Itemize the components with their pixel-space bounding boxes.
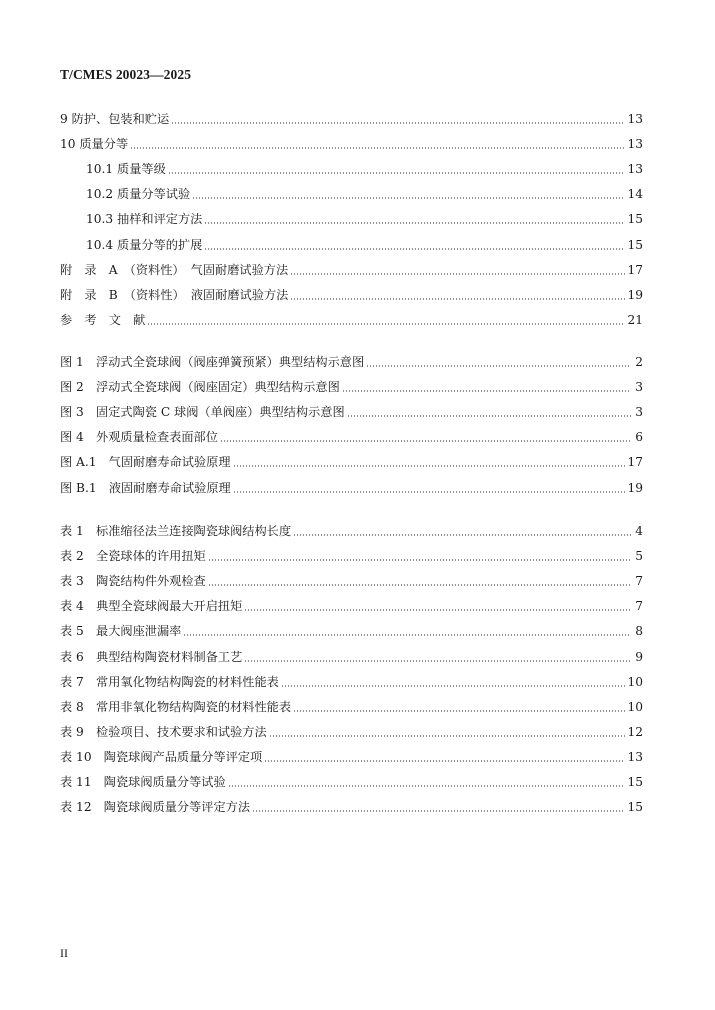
toc-entry-page-number: 9 <box>635 649 643 664</box>
toc-entry-page-number: 15 <box>627 800 643 815</box>
toc-entry-label: 9 防护、包装和贮运 <box>60 112 170 126</box>
dot-leader <box>233 465 626 467</box>
toc-entry-page-number: 3 <box>635 380 643 395</box>
dot-leader <box>290 298 625 300</box>
dot-leader <box>192 197 625 199</box>
toc-figure-entry[interactable] <box>60 403 643 421</box>
toc-table-entry[interactable] <box>60 673 643 691</box>
dot-leader <box>290 273 625 275</box>
toc-entry-label: 10 质量分等 <box>60 137 129 152</box>
toc-table-entry[interactable] <box>60 698 643 716</box>
toc-section-entry[interactable] <box>60 110 643 128</box>
toc-entry-page-number: 17 <box>627 455 643 470</box>
dot-leader <box>208 584 631 586</box>
toc-entry-label: 表 9 检验项目、技术要求和试验方法 <box>60 724 267 739</box>
toc-section-entry[interactable] <box>86 185 643 203</box>
toc-table-entry[interactable] <box>60 547 643 565</box>
toc-entry-label: 表 7 常用氧化物结构陶瓷的材料性能表 <box>60 674 279 689</box>
toc-section-entry[interactable] <box>86 210 643 228</box>
toc-entry-label: 表 1 标准缩径法兰连接陶瓷球阀结构长度 <box>60 524 292 538</box>
toc-section-entry[interactable] <box>86 236 643 254</box>
toc-section-entry[interactable] <box>60 261 643 279</box>
dot-leader <box>244 609 631 611</box>
dot-leader <box>366 365 631 367</box>
toc-entry-label: 图 A.1 气固耐磨寿命试验原理 <box>60 455 231 470</box>
toc-entry-label: 表 10 陶瓷球阀产品质量分等评定项 <box>60 749 263 764</box>
toc-section-entry[interactable] <box>60 286 643 304</box>
toc-entry-label: 图 1 浮动式全瓷球阀（阀座弹簧预紧）典型结构示意图 <box>60 355 365 369</box>
toc-entry-label: 表 2 全瓷球体的许用扭矩 <box>60 549 206 564</box>
toc-entry-label: 图 4 外观质量检查表面部位 <box>60 430 218 445</box>
dot-leader <box>183 634 631 636</box>
dot-leader <box>204 222 625 224</box>
dot-leader <box>233 491 626 493</box>
toc-entry-label: 10.3 抽样和评定方法 <box>86 212 203 227</box>
toc-entry-label: 附 录 B （资料性） 液固耐磨试验方法 <box>60 287 289 302</box>
toc-entry-label: 表 5 最大阀座泄漏率 <box>60 624 182 639</box>
toc-entry-page-number: 12 <box>627 724 643 739</box>
dot-leader <box>244 660 631 662</box>
toc-entry-page-number: 13 <box>627 162 643 177</box>
toc-entry-label: 表 4 典型全瓷球阀最大开启扭矩 <box>60 599 243 614</box>
dot-leader <box>147 323 625 325</box>
dot-leader <box>171 122 625 124</box>
dot-leader <box>269 735 626 737</box>
toc-entry-label: 表 3 陶瓷结构件外观检查 <box>60 574 206 589</box>
toc-entry-label: 10.2 质量分等试验 <box>86 187 191 202</box>
toc-entry-label: 图 B.1 液固耐磨寿命试验原理 <box>60 480 231 495</box>
toc-section-entry[interactable] <box>60 311 643 329</box>
dot-leader <box>130 147 625 149</box>
toc-figure-entry[interactable] <box>60 453 643 471</box>
toc-entry-page-number: 10 <box>627 674 643 689</box>
toc-table-entry[interactable] <box>60 723 643 741</box>
toc-entry-page-number: 6 <box>635 430 643 445</box>
toc-table-entry[interactable] <box>60 648 643 666</box>
dot-leader <box>208 559 631 561</box>
toc-entry-page-number: 17 <box>627 262 643 277</box>
toc-table-entry[interactable] <box>60 597 643 615</box>
dot-leader <box>264 760 625 762</box>
toc-entry-page-number: 2 <box>635 355 643 369</box>
toc-entry-page-number: 3 <box>635 405 643 420</box>
toc-entry-page-number: 15 <box>627 212 643 227</box>
toc-table-entry[interactable] <box>60 522 643 540</box>
toc-figure-entry[interactable] <box>60 479 643 497</box>
toc-entry-page-number: 13 <box>627 137 643 152</box>
toc-entry-page-number: 13 <box>627 749 643 764</box>
page-number: II <box>60 946 68 960</box>
toc-section-entry[interactable] <box>86 160 643 178</box>
toc-entry-label: 表 11 陶瓷球阀质量分等试验 <box>60 775 226 789</box>
toc-entry-label: 参 考 文 献 <box>60 312 146 327</box>
toc-entry-page-number: 21 <box>627 312 643 327</box>
toc-table-entry[interactable] <box>60 798 643 816</box>
toc-entry-page-number: 8 <box>635 624 643 639</box>
toc-table-entry[interactable] <box>60 572 643 590</box>
toc-entry-page-number: 4 <box>635 524 643 538</box>
dot-leader <box>168 172 626 174</box>
toc-figure-entry[interactable] <box>60 428 643 446</box>
dot-leader <box>204 248 625 250</box>
toc-entry-page-number: 19 <box>627 287 643 302</box>
toc-figure-entry[interactable] <box>60 378 643 396</box>
toc-entry-page-number: 13 <box>627 112 643 126</box>
toc-entry-label: 10.4 质量分等的扩展 <box>86 237 203 252</box>
toc-figure-entry[interactable] <box>60 353 643 371</box>
toc-entry-label: 附 录 A （资料性） 气固耐磨试验方法 <box>60 262 289 277</box>
toc-entry-page-number: 5 <box>635 549 643 564</box>
toc-entry-page-number: 7 <box>635 599 643 614</box>
toc-entry-page-number: 14 <box>627 187 643 202</box>
toc-entry-label: 图 3 固定式陶瓷 C 球阀（单阀座）典型结构示意图 <box>60 405 345 420</box>
toc-entry-label: 表 12 陶瓷球阀质量分等评定方法 <box>60 800 251 815</box>
toc-entry-page-number: 15 <box>627 775 643 789</box>
dot-leader <box>252 810 625 812</box>
toc-entry-page-number: 15 <box>627 237 643 252</box>
toc-entry-label: 表 6 典型结构陶瓷材料制备工艺 <box>60 649 243 664</box>
toc-entry-label: 10.1 质量等级 <box>86 162 166 177</box>
toc-entry-page-number: 10 <box>627 699 643 714</box>
toc-table-entry[interactable] <box>60 748 643 766</box>
dot-leader <box>347 415 631 417</box>
toc-entry-page-number: 7 <box>635 574 643 589</box>
toc-entry-label: 图 2 浮动式全瓷球阀（阀座固定）典型结构示意图 <box>60 380 340 395</box>
toc-entry-page-number: 19 <box>627 480 643 495</box>
dot-leader <box>293 710 625 712</box>
dot-leader <box>281 685 626 687</box>
dot-leader <box>220 440 631 442</box>
dot-leader <box>293 534 631 536</box>
dot-leader <box>342 390 631 392</box>
toc-table-entry[interactable] <box>60 622 643 640</box>
toc-table-entry[interactable] <box>60 773 643 791</box>
toc-section-entry[interactable] <box>60 135 643 153</box>
toc-entry-label: 表 8 常用非氧化物结构陶瓷的材料性能表 <box>60 699 292 714</box>
dot-leader <box>228 785 626 787</box>
standard-code: T/CMES 20023—2025 <box>60 67 192 82</box>
